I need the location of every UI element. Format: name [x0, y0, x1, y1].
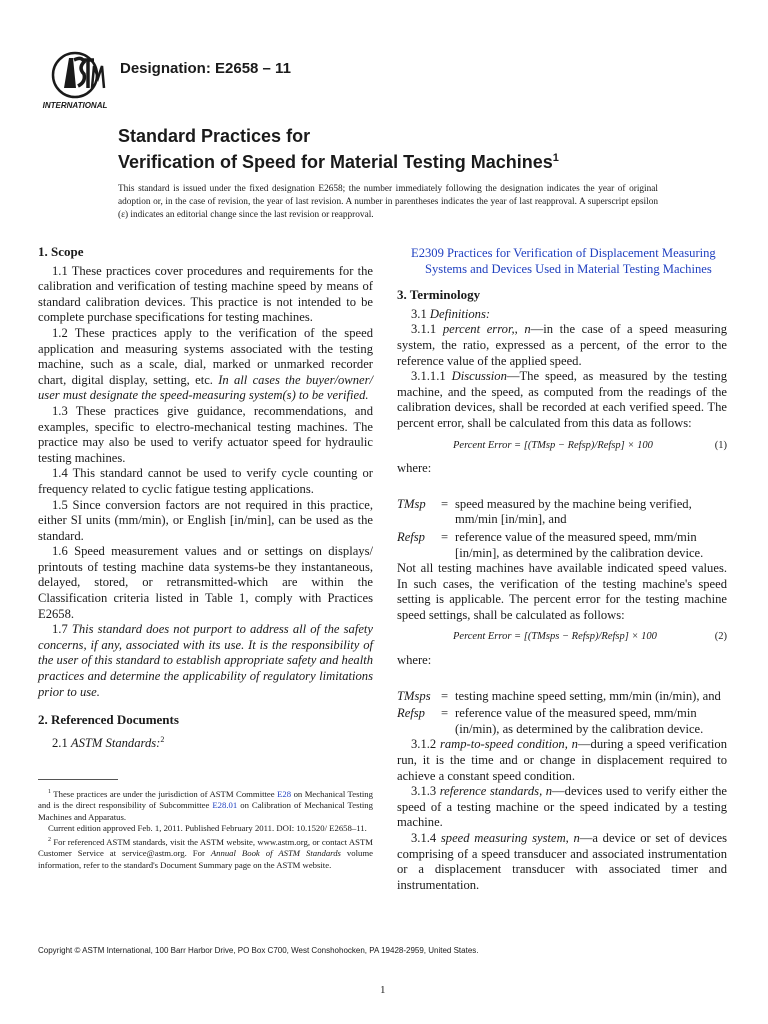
- definition-refsp: Refsp = reference value of the measured speed, mm/min [in/min], as determined by the calibration device.: [397, 529, 704, 560]
- title-line-2: Verification of Speed for Material Testing Machines$^1$: [118, 152, 559, 172]
- para-3-1: 3.1 Definitions:: [411, 306, 491, 321]
- para-2-1: 2.1 ASTM Standards:$^2$: [52, 734, 165, 750]
- link-e28[interactable]: E28: [277, 788, 292, 799]
- equation-2: Percent Error = [(TMsps − Refsp)/Refsp] × 100 (2): [453, 631, 727, 643]
- page-number: 1: [380, 984, 386, 996]
- para-3-1-4: 3.1.4 speed measuring system, n—a device or set of devices comprising of a speed transducer and associated instrumentation or a displacement transducer with associated timer and instrumentation.: [397, 831, 727, 892]
- right-column: [397, 246, 727, 893]
- para-3-1-3: 3.1.3 reference standards, n—devices used to verify either the speed of a testing machine or the speed indicated by a testing machine.: [397, 784, 728, 830]
- left-column: [38, 244, 373, 752]
- definition-tmsp: TMsp = speed measured by the machine being verified, mm/min [in/min], and: [397, 496, 692, 527]
- para-3-1-2: 3.1.2 ramp-to-speed condition, n—during a speed verification run, it is the time and or change in displacement required to achieve a constant speed condition.: [397, 737, 727, 783]
- logo-text: INTERNATIONAL: [42, 101, 108, 110]
- para-1-7: 1.7 This standard does not purport to address all of the safety concerns, if any, associated with its use. It is the responsibility of the user of this standard to establish appropriate safety and health practices and determine the applicability of regulatory limitations prior to use.: [38, 622, 373, 699]
- reference-e2309: E2309 Practices for Verification of Displacement Measuring Systems and Devices Used in Material Testing Machines: [411, 246, 716, 276]
- page-title: [118, 125, 559, 173]
- para-3-1-1-1: 3.1.1.1 Discussion—The speed, as measured by the testing machine, and the speed, as computed from the readings of the calibration devices, shall be recorded at each verified speed. The percent error, shall be calculated from this data as follows:: [397, 369, 727, 430]
- copyright-notice: Copyright © ASTM International, 100 Barr Harbor Drive, PO Box C700, West Conshohocken, PA 19428-2959, United States.: [38, 946, 479, 955]
- para-1-4: 1.4 This standard cannot be used to verify cycle counting or frequency related to cyclic fatigue testing applications.: [38, 466, 373, 496]
- astm-logo: [38, 48, 112, 112]
- definition-tmsps: TMsps = testing machine speed setting, mm/min (in/min), and: [397, 688, 721, 703]
- footnotes: [38, 787, 373, 871]
- where-label-1: where:: [397, 461, 432, 476]
- para-1-2: 1.2 These practices apply to the verification of the speed application and measuring systems associated with the testing machine, such as a scale, dial, marked or unmarked recorder chart, digital display, setting, etc. In all cases the buyer/owner/ user must designate the speed-measuring system(s) to be verified.: [38, 325, 373, 403]
- equation-1: Percent Error = [(TMsp − Refsp)/Refsp] × 100 (1): [453, 439, 727, 451]
- definition-refsp-2: Refsp = reference value of the measured speed, mm/min (in/min), as determined by the calibration device.: [397, 706, 704, 736]
- section-heading-references: 2. Referenced Documents: [38, 712, 179, 728]
- designation: Designation: E2658 – 11: [120, 60, 291, 77]
- para-3-1-1: 3.1.1 percent error,, n—in the case of a speed measuring system, the ratio, expressed as a percent, of the error to the reference value of the applied speed.: [397, 322, 727, 368]
- para-not-all: Not all testing machines have available indicated speed values. In such cases, the verification of the testing machine's speed setting is applicable. The percent error for the testing machine speed settings, shall be calculated as follows:: [397, 561, 727, 622]
- section-heading-terminology: 3. Terminology: [397, 287, 481, 303]
- section-heading-scope: 1. Scope: [38, 244, 84, 259]
- para-1-6: 1.6 Speed measurement values and or settings on displays/ printouts of testing machine data systems-be they instantaneous, delayed, stored, or retransmitted-which are within the Classification criteria listed in Table 1, comply with Practices E2658.: [38, 544, 373, 621]
- para-1-3: 1.3 These practices give guidance, recommendations, and examples, specific to electro-mechanical testing machines. The practice may also be used to verify actuator speed for hydraulic testing machines.: [38, 403, 373, 465]
- para-1-5: 1.5 Since conversion factors are not required in this practice, either SI units (mm/min), or English [in/min], can be used as the standard.: [38, 497, 373, 543]
- footnote-2: $^2$ For referenced ASTM standards, visit the ASTM website, www.astm.org, or contact ASTM Customer Service at service@astm.org. For Annual Book of ASTM Standards volume information, refer to the standard's Document Summary page on the ASTM website.: [38, 836, 373, 870]
- footnote-1: $^1$ These practices are under the jurisdiction of ASTM Committee E28 on Mechanical Testing and is the direct responsibility of Subcommittee E28.01 on Calibration of Mechanical Testing Machines and Apparatus.: [38, 788, 373, 822]
- title-line-1: Standard Practices for: [118, 126, 311, 146]
- where-label-2: where:: [397, 653, 432, 668]
- intro-paragraph: This standard is issued under the fixed designation E2658; the number immediately following the designation indicates the year of original adoption or, in the case of revision, the year of last revision. A number in parentheses indicates the year of last reapproval. A superscript epsilon (ε) indicates an editorial change since the last revision or reapproval.: [118, 184, 658, 220]
- footnote-1-edition: Current edition approved Feb. 1, 2011. Published February 2011. DOI: 10.1520/ E2658–11.: [48, 823, 367, 834]
- footnote-divider: [38, 779, 118, 780]
- link-e2309[interactable]: E2309: [411, 246, 444, 260]
- link-e28-01[interactable]: E28.01: [212, 800, 238, 811]
- para-1-1: 1.1 These practices cover procedures and requirements for the calibration and verification of testing machine speed by means of standard calibration devices. This practice is not intended to be complete purchase specifications for testing machines.: [38, 263, 373, 325]
